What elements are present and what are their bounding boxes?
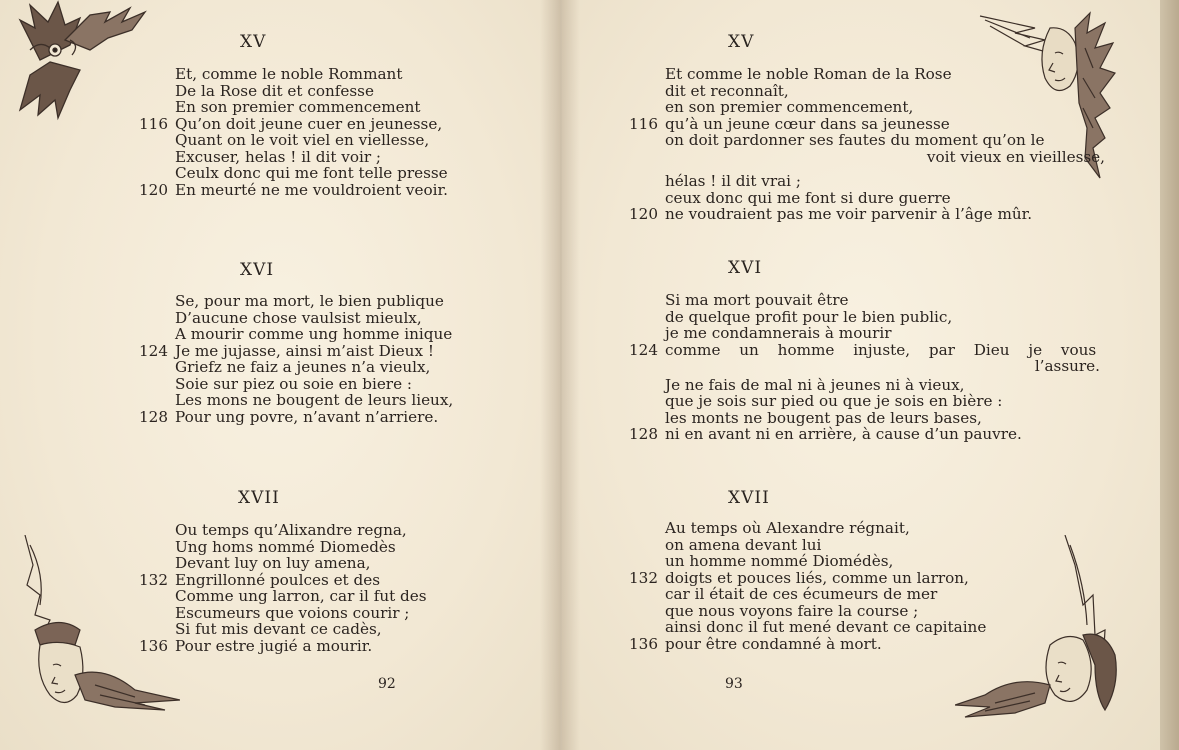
verse-text: comme un homme injuste, par Dieu je vous	[665, 340, 1097, 359]
verse-line	[629, 568, 986, 587]
verse-line	[665, 393, 1100, 410]
verse-line	[175, 326, 453, 343]
verse-text: ainsi donc il fut mené devant ce capitaine	[665, 618, 987, 636]
verse-text: De la Rose dit et confesse	[175, 81, 374, 100]
verse-line	[665, 292, 1100, 309]
verse-text: on doit pardonner ses fautes du moment qu’on le	[665, 131, 1045, 149]
verse-line	[665, 83, 1105, 100]
line-number: 136	[139, 636, 168, 655]
verse-line	[629, 205, 1105, 223]
verse-text: Engrillonné poulces et des	[175, 570, 380, 589]
line-number: 116	[139, 114, 168, 133]
verse-line	[665, 586, 986, 603]
verse-text: Ceulx donc qui me font telle presse	[175, 164, 448, 182]
verse-line	[175, 83, 448, 100]
line-number: 120	[139, 180, 168, 199]
verse-line	[665, 553, 986, 570]
verse-text: Les mons ne bougent de leurs lieux,	[175, 391, 454, 409]
stanza-heading-left-xv: XV	[240, 32, 267, 52]
stanza-right-xvi	[629, 291, 1100, 443]
verse-line	[175, 621, 427, 638]
verse-text: ceux donc qui me font si dure guerre	[665, 188, 951, 207]
verse-text: Qu’on doit jeune cuer en jeunesse,	[175, 114, 443, 133]
verse-text: on amena devant lui	[665, 535, 822, 554]
verse-line	[175, 605, 427, 622]
verse-line	[665, 619, 986, 636]
verse-line	[629, 340, 1100, 359]
verse-line	[175, 66, 448, 83]
stanza-left-xvii	[139, 521, 427, 655]
line-number: 132	[139, 570, 168, 589]
verse-text: Se, pour ma mort, le bien publique	[175, 292, 444, 310]
verse-line	[175, 392, 453, 409]
verse-text: l’assure.	[1034, 357, 1100, 375]
verse-text: Au temps où Alexandre régnait,	[665, 519, 910, 537]
stanza-heading-right-xvii: XVII	[728, 488, 770, 508]
verse-text: les monts ne bougent pas de leurs bases,	[665, 408, 982, 427]
verse-text: Je ne fais de mal ni à jeunes ni à vieux,	[665, 375, 965, 394]
verse-line	[139, 180, 448, 199]
verse-line	[665, 99, 1105, 116]
verse-text: Excuser, helas ! il dit voir ;	[175, 147, 382, 166]
verse-text: hélas ! il dit vrai ;	[665, 172, 801, 190]
verse-line	[665, 537, 986, 554]
line-number: 120	[629, 205, 658, 223]
verse-line	[139, 341, 453, 360]
verse-line	[665, 190, 1105, 207]
verse-line	[175, 539, 427, 556]
verse-text: Escumeurs que voions courir ;	[175, 603, 410, 622]
verse-text: car il était de ces écumeurs de mer	[665, 585, 938, 603]
stanza-heading-left-xvii: XVII	[238, 488, 280, 508]
verse-line	[175, 359, 453, 376]
stanza-heading-left-xvi: XVI	[240, 260, 275, 280]
verse-line	[139, 407, 453, 426]
verse-text: voit vieux en vieillesse,	[926, 147, 1105, 166]
verse-line	[665, 358, 1100, 375]
verse-text: je me condamnerais à mourir	[665, 324, 892, 342]
page-edge	[1160, 0, 1179, 750]
verse-line	[139, 570, 427, 589]
verse-text: Ou temps qu’Alixandre regna,	[175, 521, 407, 539]
verse-text: qu’à un jeune cœur dans sa jeunesse	[665, 114, 950, 133]
line-number: 132	[629, 568, 658, 587]
verse-line	[175, 132, 448, 149]
verse-line	[175, 165, 448, 182]
verse-line	[175, 293, 453, 310]
verse-line	[629, 634, 986, 653]
verse-line	[665, 325, 1100, 342]
stanza-left-xvi	[139, 292, 454, 426]
verse-text: Pour estre jugié a mourir.	[175, 636, 373, 655]
verse-text: dit et reconnaît,	[665, 81, 789, 100]
verse-text: en son premier commencement,	[665, 98, 914, 116]
verse-text: Et, comme le noble Rommant	[175, 65, 403, 83]
verse-line	[629, 425, 1100, 443]
verse-text: doigts et pouces liés, comme un larron,	[665, 568, 969, 587]
verse-text: Et comme le noble Roman de la Rose	[665, 65, 952, 83]
verse-line	[629, 114, 1105, 133]
line-number: 116	[629, 114, 658, 133]
verse-text: D’aucune chose vaulsist mieulx,	[175, 308, 422, 327]
verse-line	[175, 310, 453, 327]
verse-line	[665, 410, 1100, 427]
verse-text: Si fut mis devant ce cadès,	[175, 620, 382, 638]
verse-line	[175, 376, 453, 393]
verse-line	[175, 522, 427, 539]
stanza-left-xv	[139, 65, 448, 199]
verse-text: ni en avant ni en arrière, à cause d’un pauvre.	[665, 425, 1022, 443]
verse-text: pour être condamné à mort.	[665, 634, 882, 653]
line-number: 128	[629, 425, 658, 443]
verse-text: Griefz ne faiz a jeunes n’a vieulx,	[175, 358, 431, 376]
verse-text: A mourir comme ung homme inique	[175, 325, 453, 343]
stanza-right-xvii	[629, 519, 987, 653]
line-number: 124	[139, 341, 168, 360]
verse-text: Devant luy on luy amena,	[175, 554, 371, 572]
verse-text: de quelque profit pour le bien public,	[665, 307, 953, 326]
page-number-right: 93	[725, 676, 743, 692]
stanza-heading-right-xvi: XVI	[728, 258, 763, 278]
verse-text: Si ma mort pouvait être	[665, 291, 849, 309]
winged-face-illustration-bottom-left	[5, 535, 180, 715]
verse-line	[665, 603, 986, 620]
line-number: 124	[629, 340, 658, 359]
verse-line	[665, 173, 1105, 190]
verse-text: Soie sur piez ou soie en biere :	[175, 374, 413, 393]
stanza-heading-right-xv: XV	[728, 32, 755, 52]
bat-demon-illustration	[10, 0, 150, 125]
verse-line	[175, 99, 448, 116]
verse-line	[175, 588, 427, 605]
verse-line	[139, 636, 427, 655]
verse-text: Comme ung larron, car il fut des	[175, 587, 427, 605]
verse-text: Quant on le voit viel en viellesse,	[175, 131, 430, 149]
verse-line	[665, 132, 1105, 149]
verse-text: Je me jujasse, ainsi m’aist Dieux !	[175, 341, 434, 360]
verse-text: que je sois sur pied ou que je sois en bière :	[665, 392, 1003, 410]
verse-text: En son premier commencement	[175, 98, 421, 116]
page-number-left: 92	[378, 676, 396, 692]
verse-line	[175, 555, 427, 572]
verse-line	[665, 149, 1105, 166]
verse-text: un homme nommé Diomédès,	[665, 552, 894, 570]
verse-text: En meurté ne me vouldroient veoir.	[175, 180, 448, 199]
verse-line	[665, 66, 1105, 83]
verse-line	[175, 149, 448, 166]
line-number: 136	[629, 634, 658, 653]
verse-text: ne voudraient pas me voir parvenir à l’âge mûr.	[665, 205, 1033, 223]
verse-text: Pour ung povre, n’avant n’arriere.	[175, 407, 439, 426]
verse-text: que nous voyons faire la course ;	[665, 601, 919, 620]
line-number: 128	[139, 407, 168, 426]
book-gutter	[540, 0, 580, 750]
verse-line	[139, 114, 448, 133]
verse-line	[665, 377, 1100, 394]
verse-line	[665, 309, 1100, 326]
stanza-right-xv	[629, 65, 1105, 223]
verse-text: Ung homs nommé Diomedès	[175, 537, 396, 556]
verse-line	[665, 520, 986, 537]
